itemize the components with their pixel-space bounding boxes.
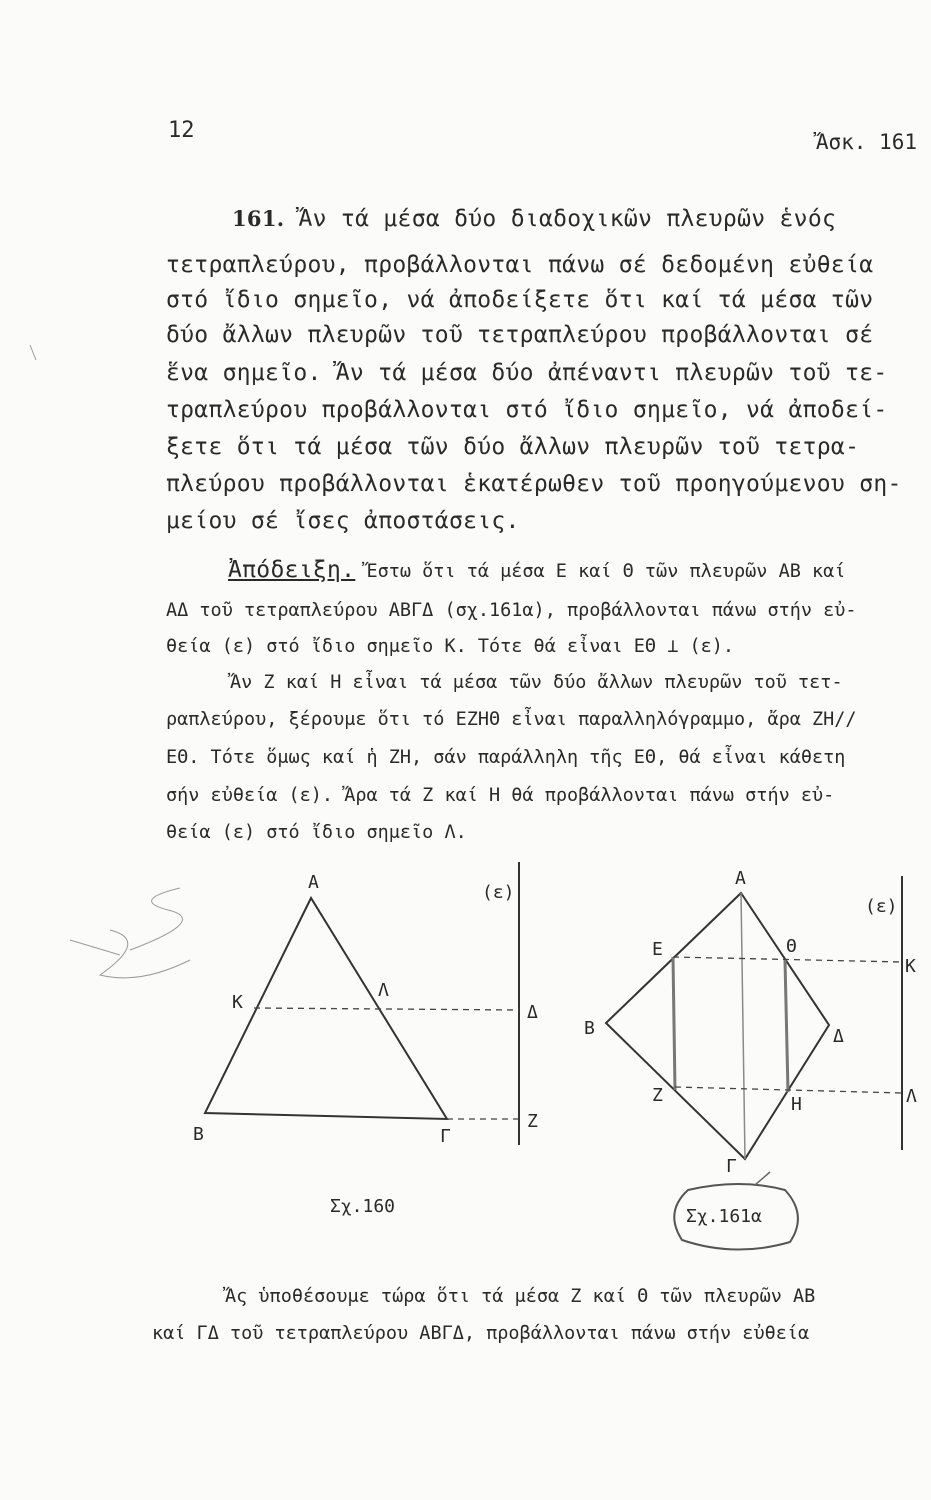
figure-161a-caption: Σχ.161α (686, 1206, 762, 1227)
label-z: Ζ (652, 1085, 663, 1106)
problem-line: τραπλεύρου προβάλλονται στό ἴδιο σημεῖο, νά ἀποδεί- (166, 397, 888, 423)
label-l: Λ (378, 980, 389, 1001)
proof-line: Ἄν Ζ καί Η εἶναι τά μέσα τῶν δύο ἄλλων πλευρῶν τοῦ τετ- (230, 672, 843, 693)
projection-k-delta (254, 1008, 519, 1010)
segment-th-h (785, 960, 788, 1092)
continuation-line: Ἄς ὑποθέσουμε τώρα ὅτι τά μέσα Ζ καί Θ τῶν πλευρῶν ΑΒ (225, 1286, 816, 1307)
proof-line: σήν εὐθεία (ε). Ἄρα τά Ζ καί Η θά προβάλλονται πάνω στήν εὐ- (166, 785, 835, 806)
proof-line: Ἔστω ὅτι τά μέσα Ε καί Θ τῶν πλευρῶν ΑΒ καί (355, 561, 846, 582)
label-g: Γ (440, 1126, 451, 1147)
label-epsilon: (ε) (482, 882, 515, 903)
label-l: Λ (906, 1086, 917, 1107)
running-head: Ἄσκ. 161 (815, 130, 917, 154)
quadrilateral-abgd (606, 893, 829, 1159)
segment-ez (673, 957, 675, 1090)
problem-line: τετραπλεύρου, προβάλλονται πάνω σέ δεδομένη εὐθεία (166, 252, 874, 278)
label-h: Η (791, 1094, 802, 1115)
label-delta: Δ (527, 1002, 538, 1023)
problem-line: μείου σέ ἴσες ἀποστάσεις. (166, 508, 520, 534)
proof-line: θεία (ε) στό ἴδιο σημεῖο Λ. (166, 822, 467, 843)
label-e: Ε (652, 939, 663, 960)
problem-line: Ἄν τά μέσα δύο διαδοχικῶν πλευρῶν ἑνός (298, 206, 837, 232)
label-delta: Δ (833, 1026, 844, 1047)
figure-160-caption: Σχ.160 (330, 1196, 396, 1217)
label-b: Β (193, 1124, 204, 1145)
proof-line: ραπλεύρου, ξέρουμε ὅτι τό ΕΖΗΘ εἶναι παραλληλόγραμμο, ἄρα ΖΗ// (166, 709, 857, 730)
problem-number: 161. (232, 206, 285, 231)
problem-line: ξετε ὅτι τά μέσα τῶν δύο ἄλλων πλευρῶν τοῦ τετρα- (166, 434, 860, 460)
pencil-check (755, 1172, 770, 1185)
label-a: Α (308, 872, 319, 893)
label-g: Γ (726, 1156, 737, 1177)
label-k: Κ (905, 956, 916, 977)
problem-line: ἕνα σημεῖο. Ἄν τά μέσα δύο ἀπέναντι πλευρῶν τοῦ τε- (166, 360, 888, 386)
figure-161a (584, 868, 917, 1250)
pencil-scribble (30, 345, 190, 978)
pencil-line (741, 893, 745, 1159)
label-theta: Θ (786, 936, 797, 957)
label-epsilon: (ε) (865, 896, 898, 917)
proof-line: ΑΔ τοῦ τετραπλεύρου ΑΒΓΔ (σχ.161α), προβάλλονται πάνω στήν εὐ- (166, 600, 857, 621)
label-b: Β (584, 1018, 595, 1039)
problem-line: πλεύρου προβάλλονται ἑκατέρωθεν τοῦ προηγούμενου ση- (166, 471, 902, 497)
problem-line: στό ἴδιο σημεῖο, νά ἀποδείξετε ὅτι καί τά μέσα τῶν (166, 287, 874, 313)
label-z: Ζ (527, 1111, 538, 1132)
label-k: Κ (232, 992, 243, 1013)
proof-line: θεία (ε) στό ἴδιο σημεῖο Κ. Τότε θά εἶναι ΕΘ ⊥ (ε). (166, 636, 735, 657)
continuation-line: καί ΓΔ τοῦ τετραπλεύρου ΑΒΓΔ, προβάλλονται πάνω στήν εὐθεία (152, 1323, 810, 1344)
proof-line: ΕΘ. Τότε ὅμως καί ἡ ΖΗ, σάν παράλληλη τῆς ΕΘ, θά εἶναι κάθετη (166, 747, 846, 768)
proof-heading: Ἀπόδειξη. (228, 557, 356, 583)
figure-160 (193, 862, 538, 1217)
page-number: 12 (168, 118, 195, 143)
problem-line: δύο ἄλλων πλευρῶν τοῦ τετραπλεύρου προβάλλονται σέ (166, 322, 874, 348)
label-a: Α (735, 868, 746, 889)
